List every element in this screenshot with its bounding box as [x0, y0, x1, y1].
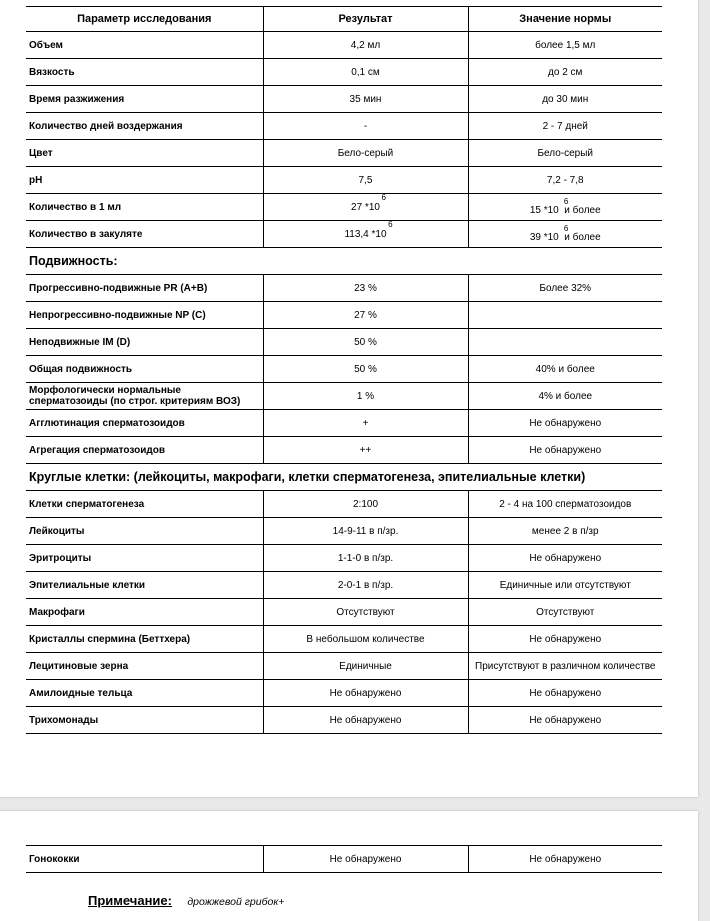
- norm-cell: Не обнаружено: [468, 680, 662, 707]
- result-cell: 50 %: [263, 356, 468, 383]
- result-cell: Бело-серый: [263, 140, 468, 167]
- param-cell: Трихомонады: [26, 707, 263, 734]
- norm-cell: [468, 329, 662, 356]
- note-label: Примечание:: [88, 893, 172, 908]
- note-text: дрожжевой грибок+: [187, 896, 285, 908]
- param-cell: Эпителиальные клетки: [26, 572, 263, 599]
- result-cell: -: [263, 113, 468, 140]
- table-row: [26, 846, 662, 873]
- section-title-motility: Подвижность:: [26, 248, 662, 275]
- table-row: [26, 518, 662, 545]
- exponent: 6: [388, 220, 393, 229]
- param-cell: Объем: [26, 32, 263, 59]
- param-cell: Количество в закуляте: [26, 221, 263, 248]
- result-cell: 1 %: [263, 383, 468, 410]
- result-cell: Не обнаружено: [263, 680, 468, 707]
- param-cell: Непрогрессивно-подвижные NP (C): [26, 302, 263, 329]
- header-norm: Значение нормы: [468, 7, 662, 32]
- table-row: [26, 653, 662, 680]
- table-row: [26, 437, 662, 464]
- section-row: [26, 464, 662, 491]
- table-row: [26, 167, 662, 194]
- result-cell: 2:100: [263, 491, 468, 518]
- norm-cell: Не обнаружено: [468, 707, 662, 734]
- section-row: [26, 248, 662, 275]
- table-row: [26, 59, 662, 86]
- result-cell: 7,5: [263, 167, 468, 194]
- table-row: [26, 194, 662, 221]
- param-cell: Неподвижные IM (D): [26, 329, 263, 356]
- param-cell: Общая подвижность: [26, 356, 263, 383]
- result-cell: Единичные: [263, 653, 468, 680]
- note: [88, 893, 284, 908]
- table-row: [26, 113, 662, 140]
- table-row: [26, 32, 662, 59]
- table-row: [26, 356, 662, 383]
- norm-cell: до 30 мин: [468, 86, 662, 113]
- norm-cell: 4% и более: [468, 383, 662, 410]
- result-cell: 14-9-11 в п/зр.: [263, 518, 468, 545]
- exponent: 6: [563, 224, 569, 233]
- result-cell: [263, 221, 468, 248]
- param-cell: Количество в 1 мл: [26, 194, 263, 221]
- param-cell: Амилоидные тельца: [26, 680, 263, 707]
- result-cell: 0,1 см: [263, 59, 468, 86]
- norm-cell: Бело-серый: [468, 140, 662, 167]
- result-cell: Не обнаружено: [263, 846, 468, 873]
- norm-cell: [468, 194, 662, 221]
- norm-cell: Не обнаружено: [468, 626, 662, 653]
- result-cell: 35 мин: [263, 86, 468, 113]
- param-cell: Морфологически нормальные сперматозоиды (по строг. критериям ВОЗ): [26, 383, 263, 410]
- param-cell: Агглютинация сперматозоидов: [26, 410, 263, 437]
- exponent: 6: [563, 197, 569, 206]
- norm-cell: Не обнаружено: [468, 437, 662, 464]
- norm-cell: Единичные или отсутствуют: [468, 572, 662, 599]
- param-cell: Кристаллы спермина (Беттхера): [26, 626, 263, 653]
- norm-cell: Отсутствуют: [468, 599, 662, 626]
- results-table: [26, 6, 662, 734]
- result-cell: [263, 194, 468, 221]
- table-row: [26, 275, 662, 302]
- table-row: [26, 86, 662, 113]
- result-cell: ++: [263, 437, 468, 464]
- param-cell: Вязкость: [26, 59, 263, 86]
- count-norm: 6 15 *10 и более: [529, 197, 601, 216]
- param-cell: Количество дней воздержания: [26, 113, 263, 140]
- norm-cell: Не обнаружено: [468, 410, 662, 437]
- table-header-row: [26, 7, 662, 32]
- result-cell: 2-0-1 в п/зр.: [263, 572, 468, 599]
- table-row: [26, 410, 662, 437]
- result-cell: +: [263, 410, 468, 437]
- norm-cell: [468, 302, 662, 329]
- norm-cell: [468, 221, 662, 248]
- norm-cell: 2 - 7 дней: [468, 113, 662, 140]
- result-cell: В небольшом количестве: [263, 626, 468, 653]
- norm-cell: Не обнаружено: [468, 846, 662, 873]
- norm-cell: 40% и более: [468, 356, 662, 383]
- table-row: [26, 680, 662, 707]
- norm-cell: менее 2 в п/зр: [468, 518, 662, 545]
- result-cell: 27 %: [263, 302, 468, 329]
- count-norm: 6 39 *10 и более: [529, 224, 601, 243]
- param-cell: Агрегация сперматозоидов: [26, 437, 263, 464]
- norm-cell: Более 32%: [468, 275, 662, 302]
- table-row: [26, 140, 662, 167]
- table-row: [26, 626, 662, 653]
- param-cell: Время разжижения: [26, 86, 263, 113]
- norm-cell: Не обнаружено: [468, 545, 662, 572]
- param-cell: Эритроциты: [26, 545, 263, 572]
- param-cell: Макрофаги: [26, 599, 263, 626]
- table-row: [26, 545, 662, 572]
- count-value: 27 *10 6: [351, 193, 386, 213]
- result-cell: 50 %: [263, 329, 468, 356]
- section-title-cells: Круглые клетки: (лейкоциты, макрофаги, клетки сперматогенеза, эпителиальные клетки): [26, 464, 662, 491]
- param-cell: pH: [26, 167, 263, 194]
- result-cell: 1-1-0 в п/зр.: [263, 545, 468, 572]
- result-cell: 4,2 мл: [263, 32, 468, 59]
- norm-cell: до 2 см: [468, 59, 662, 86]
- header-param: Параметр исследования: [26, 7, 263, 32]
- exponent: 6: [381, 193, 386, 202]
- table-row: [26, 221, 662, 248]
- param-cell: Гонококки: [26, 846, 263, 873]
- count-value: 113,4 *10 6: [344, 220, 393, 240]
- results-table-page-2: [26, 845, 662, 873]
- header-result: Результат: [263, 7, 468, 32]
- table-row: [26, 599, 662, 626]
- result-cell: Не обнаружено: [263, 707, 468, 734]
- param-cell: Цвет: [26, 140, 263, 167]
- norm-cell: 2 - 4 на 100 сперматозоидов: [468, 491, 662, 518]
- param-cell: Клетки сперматогенеза: [26, 491, 263, 518]
- table-row: [26, 491, 662, 518]
- table-row: [26, 302, 662, 329]
- param-cell: Лейкоциты: [26, 518, 263, 545]
- norm-cell: 7,2 - 7,8: [468, 167, 662, 194]
- table-row: [26, 329, 662, 356]
- table-row: [26, 383, 662, 410]
- table-row: [26, 707, 662, 734]
- table-row: [26, 572, 662, 599]
- norm-cell: Присутствуют в различном количестве: [468, 653, 662, 680]
- param-cell: Прогрессивно-подвижные PR (A+B): [26, 275, 263, 302]
- param-cell: Лецитиновые зерна: [26, 653, 263, 680]
- result-cell: Отсутствуют: [263, 599, 468, 626]
- norm-cell: более 1,5 мл: [468, 32, 662, 59]
- result-cell: 23 %: [263, 275, 468, 302]
